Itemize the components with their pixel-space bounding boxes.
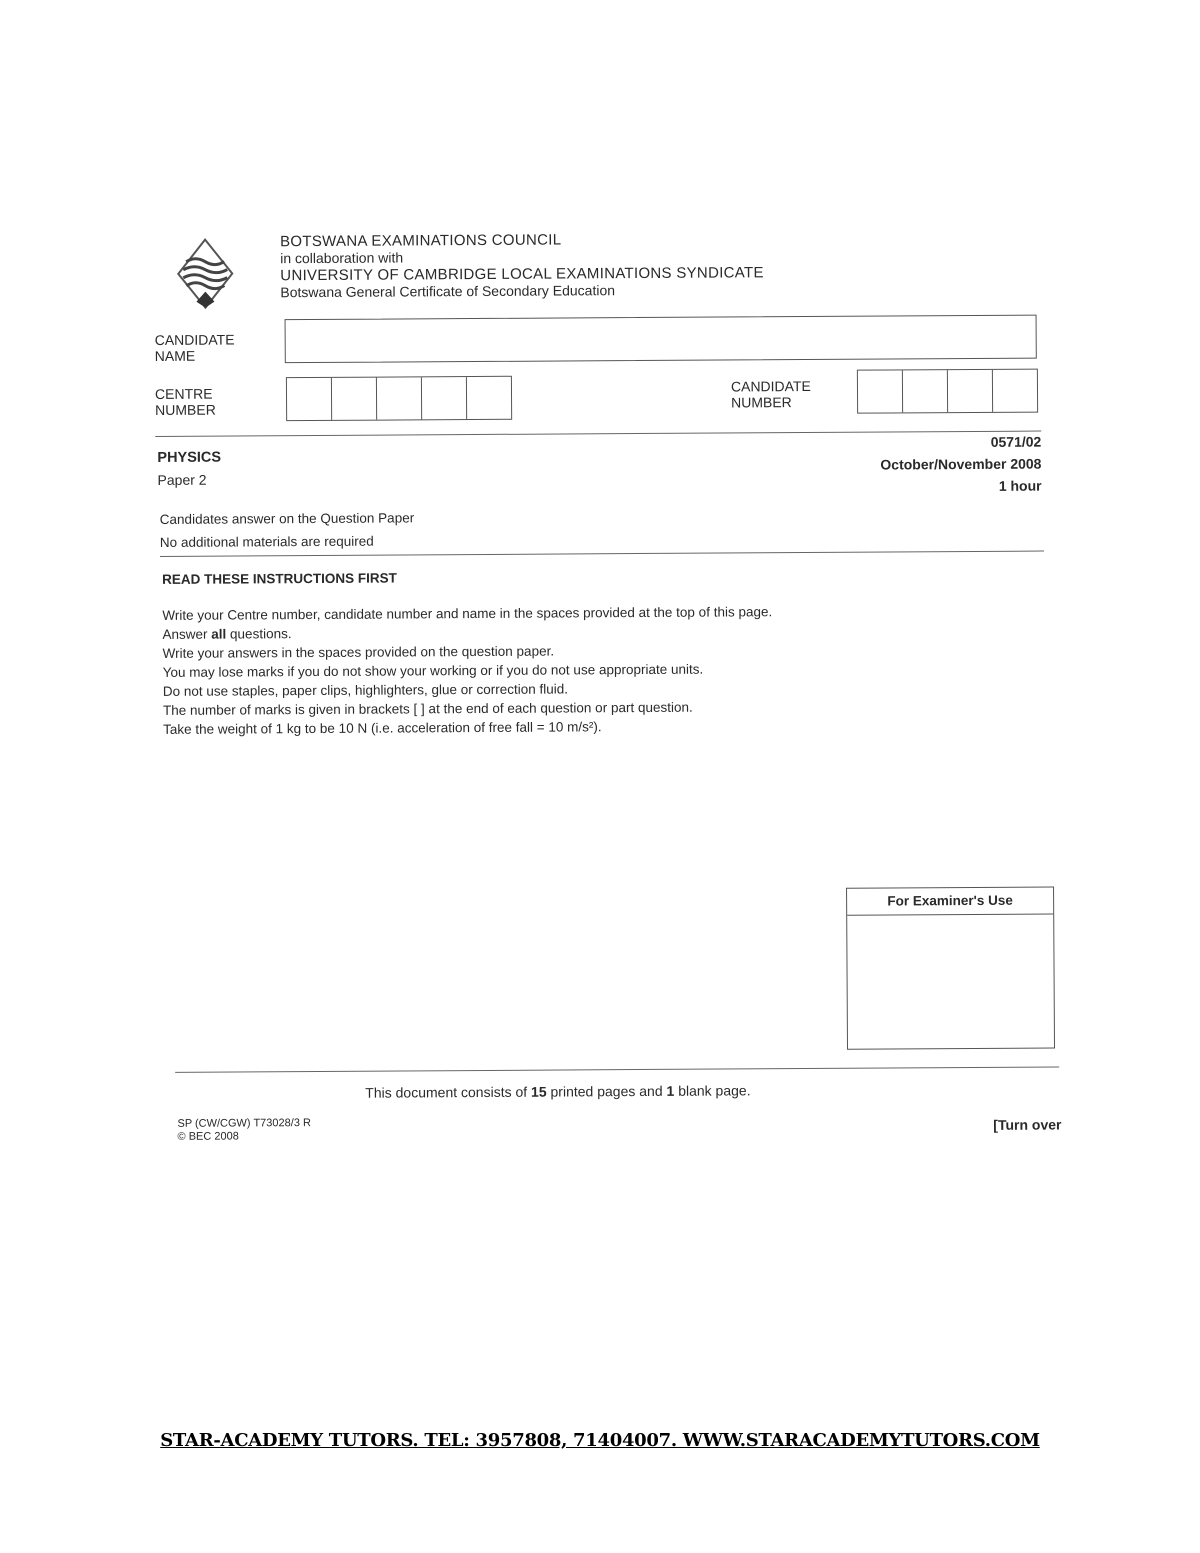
exam-cover-page <box>150 224 1066 1160</box>
header-block <box>280 230 764 301</box>
bec-logo-icon <box>170 237 240 309</box>
candidate-name-label-line1: CANDIDATE <box>154 331 235 348</box>
paper-number: Paper 2 <box>157 471 207 488</box>
paper-code: 0571/02 <box>990 433 1042 450</box>
blank-page-count: 1 <box>666 1082 675 1099</box>
materials-note: No additional materials are required <box>159 533 374 550</box>
certificate-name: Botswana General Certificate of Secondary Education <box>280 282 616 301</box>
instruction-line: Take the weight of 1 kg to be 10 N (i.e. acceleration of free fall = 10 m/s²). <box>163 719 602 737</box>
instruction-line: The number of marks is given in brackets [ ] at the end of each question or part question. <box>162 699 693 718</box>
printed-page-count: 15 <box>530 1083 547 1100</box>
council-name: BOTSWANA EXAMINATIONS COUNCIL <box>280 231 562 251</box>
candidate-name-label <box>155 331 235 363</box>
centre-number-label-line1: CENTRE <box>154 385 213 402</box>
page-count-note <box>365 1082 750 1100</box>
instruction-line: Write your Centre number, candidate number and name in the spaces provided at the top of this page. <box>162 604 773 623</box>
instruction-text: Answer <box>162 626 212 642</box>
document-code <box>177 1117 311 1144</box>
candidate-number-label <box>731 378 811 410</box>
page-count-text: printed pages and <box>546 1082 667 1100</box>
centre-number-digit[interactable] <box>332 378 377 420</box>
candidate-number-digit[interactable] <box>858 370 903 412</box>
centre-number-label-line2: NUMBER <box>155 401 216 418</box>
subject-title: PHYSICS <box>157 449 222 466</box>
centre-number-digit[interactable] <box>422 377 467 419</box>
answer-note: Candidates answer on the Question Paper <box>159 510 415 527</box>
candidate-number-label-line2: NUMBER <box>731 394 792 411</box>
centre-number-field[interactable] <box>286 376 512 421</box>
examiners-use-box <box>846 886 1055 1049</box>
syndicate-name: UNIVERSITY OF CAMBRIDGE LOCAL EXAMINATIONS SYNDICATE <box>280 264 764 285</box>
candidate-name-field[interactable] <box>285 315 1037 364</box>
centre-number-digit[interactable] <box>467 377 511 419</box>
instruction-line: Do not use staples, paper clips, highlighters, glue or correction fluid. <box>162 681 569 699</box>
exam-duration: 1 hour <box>998 477 1042 494</box>
page-count-text: This document consists of <box>365 1083 532 1101</box>
candidate-number-label-line1: CANDIDATE <box>730 377 811 395</box>
candidate-number-digit[interactable] <box>993 370 1037 412</box>
centre-number-digit[interactable] <box>287 378 332 420</box>
candidate-number-field[interactable] <box>857 369 1038 414</box>
centre-number-label <box>155 386 216 418</box>
collab-text: in collaboration with <box>280 249 404 267</box>
examiners-use-title: For Examiner's Use <box>847 887 1053 915</box>
instruction-line: You may lose marks if you do not show your working or if you do not use appropriate units. <box>162 661 704 680</box>
candidate-number-digit[interactable] <box>903 370 948 412</box>
paper-details <box>880 431 1041 498</box>
copyright-notice: © BEC 2008 <box>177 1130 239 1143</box>
reference-code: SP (CW/CGW) T73028/3 R <box>177 1117 311 1130</box>
instructions-list <box>162 602 773 739</box>
instruction-text: questions. <box>226 626 292 642</box>
page-count-text: blank page. <box>674 1082 751 1099</box>
centre-number-digit[interactable] <box>377 377 422 419</box>
exam-session: October/November 2008 <box>880 455 1042 473</box>
candidate-name-label-line2: NAME <box>154 347 196 364</box>
candidate-number-digit[interactable] <box>948 370 993 412</box>
divider-middle <box>160 551 1044 557</box>
instruction-line: Write your answers in the spaces provided on the question paper. <box>162 643 555 661</box>
instruction-emphasis: all <box>211 626 227 642</box>
footer-watermark: STAR-ACADEMY TUTORS. TEL: 3957808, 71404007. WWW.STARACADEMYTUTORS.COM <box>160 1430 1040 1451</box>
divider-bottom <box>175 1066 1059 1072</box>
turn-over-note: [Turn over <box>993 1116 1062 1133</box>
instructions-heading: READ THESE INSTRUCTIONS FIRST <box>162 570 397 587</box>
